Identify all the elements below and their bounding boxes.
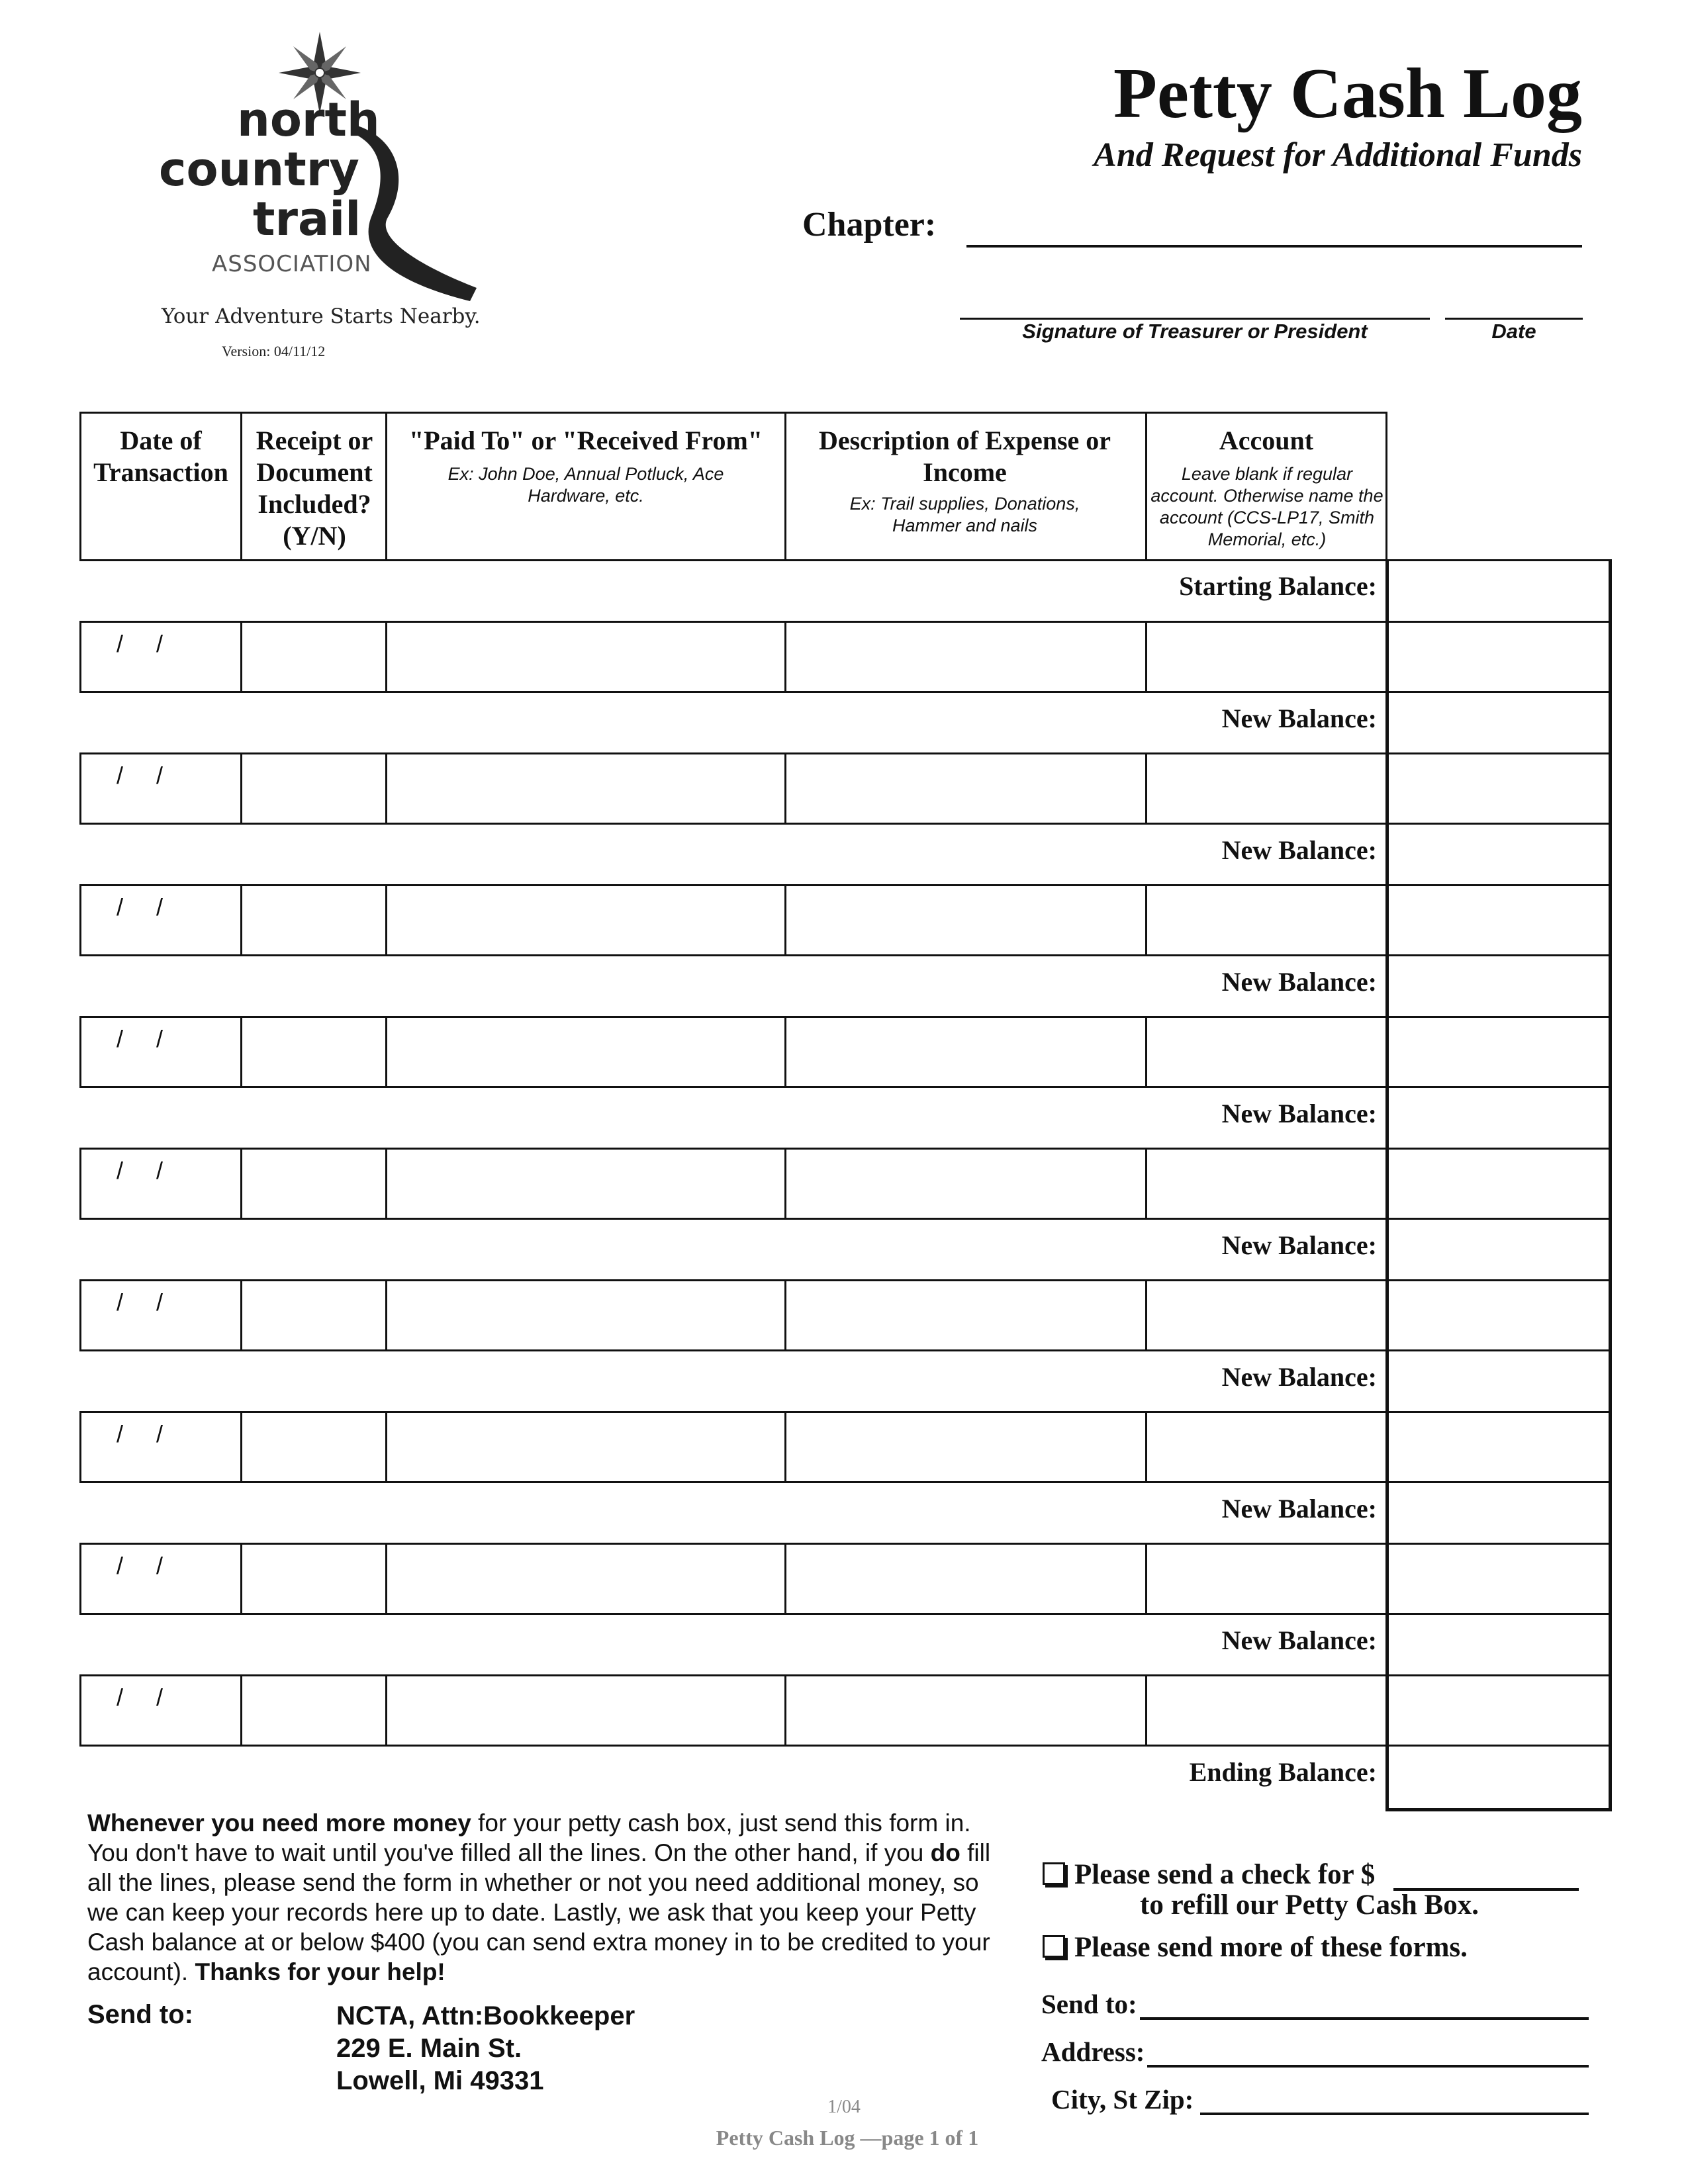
transaction-receipt-cell[interactable] bbox=[242, 1545, 385, 1613]
transaction-description-cell[interactable] bbox=[786, 1150, 1145, 1218]
transaction-balance-cell[interactable] bbox=[1389, 754, 1607, 823]
transaction-description-cell[interactable] bbox=[786, 1281, 1145, 1349]
city-field-label: City, St Zip: bbox=[1051, 2084, 1194, 2115]
city-field[interactable] bbox=[1200, 2113, 1589, 2115]
address-field-label: Address: bbox=[1041, 2036, 1145, 2067]
svg-text:trail: trail bbox=[253, 192, 361, 246]
transaction-paid-to-cell[interactable] bbox=[387, 623, 784, 691]
transaction-account-cell[interactable] bbox=[1147, 886, 1385, 954]
column-header-paid-to: "Paid To" or "Received From" bbox=[409, 426, 763, 455]
transaction-paid-to-cell[interactable] bbox=[387, 1545, 784, 1613]
transaction-description-cell[interactable] bbox=[786, 623, 1145, 691]
new-balance-cell[interactable] bbox=[1389, 1220, 1607, 1278]
checkbox-icon[interactable] bbox=[1043, 1862, 1065, 1885]
tagline: Your Adventure Starts Nearby. bbox=[162, 304, 481, 328]
date-slashes: / / bbox=[117, 893, 164, 921]
column-header-account: Account bbox=[1219, 426, 1314, 455]
ncta-logo bbox=[159, 26, 503, 311]
send-to-field[interactable] bbox=[1140, 2017, 1589, 2020]
starting-balance-cell[interactable] bbox=[1389, 561, 1607, 621]
new-balance-cell[interactable] bbox=[1389, 1483, 1607, 1541]
address-field[interactable] bbox=[1147, 2065, 1589, 2068]
mailing-address: NCTA, Attn:Bookkeeper 229 E. Main St. Lowell, Mi 49331 bbox=[336, 2001, 635, 2095]
signature-date-label: Date bbox=[1491, 320, 1536, 343]
transaction-paid-to-cell[interactable] bbox=[387, 886, 784, 954]
svg-text:north: north bbox=[237, 93, 380, 147]
transaction-description-cell[interactable] bbox=[786, 1676, 1145, 1745]
new-balance-cell[interactable] bbox=[1389, 1615, 1607, 1673]
version-label: Version: 04/11/12 bbox=[222, 343, 326, 359]
transaction-balance-cell[interactable] bbox=[1389, 623, 1607, 691]
transaction-account-cell[interactable] bbox=[1147, 1281, 1385, 1349]
new-balance-label: New Balance: bbox=[1221, 704, 1377, 733]
new-balance-cell[interactable] bbox=[1389, 1351, 1607, 1410]
transaction-balance-cell[interactable] bbox=[1389, 886, 1607, 954]
new-balance-cell[interactable] bbox=[1389, 825, 1607, 883]
column-example-account: Leave blank if regular account. Otherwise name the account (CCS-LP17, Smith Memorial, etc.) bbox=[1150, 464, 1383, 549]
transaction-balance-cell[interactable] bbox=[1389, 1281, 1607, 1349]
new-balance-label: New Balance: bbox=[1221, 1230, 1377, 1260]
transaction-paid-to-cell[interactable] bbox=[387, 1413, 784, 1481]
transaction-paid-to-cell[interactable] bbox=[387, 1676, 784, 1745]
transaction-receipt-cell[interactable] bbox=[242, 1018, 385, 1086]
transaction-balance-cell[interactable] bbox=[1389, 1150, 1607, 1218]
transaction-description-cell[interactable] bbox=[786, 886, 1145, 954]
transaction-account-cell[interactable] bbox=[1147, 1413, 1385, 1481]
new-balance-label: New Balance: bbox=[1221, 967, 1377, 997]
transaction-receipt-cell[interactable] bbox=[242, 1150, 385, 1218]
transaction-receipt-cell[interactable] bbox=[242, 886, 385, 954]
page-title: Petty Cash Log bbox=[1113, 54, 1582, 133]
send-to-label: Send to: bbox=[87, 2000, 193, 2029]
transaction-balance-cell[interactable] bbox=[1389, 1413, 1607, 1481]
date-slashes: / / bbox=[117, 1157, 164, 1184]
ending-balance-label: Ending Balance: bbox=[1189, 1757, 1377, 1787]
new-balance-label: New Balance: bbox=[1221, 1099, 1377, 1128]
transaction-receipt-cell[interactable] bbox=[242, 754, 385, 823]
new-balance-label: New Balance: bbox=[1221, 1625, 1377, 1655]
transaction-receipt-cell[interactable] bbox=[242, 1281, 385, 1349]
transaction-account-cell[interactable] bbox=[1147, 1545, 1385, 1613]
page-code: 1/04 bbox=[827, 2097, 861, 2117]
column-example-description: Ex: Trail supplies, Donations, Hammer and nails bbox=[849, 494, 1080, 535]
checkbox-icon[interactable] bbox=[1043, 1935, 1065, 1958]
chapter-field[interactable] bbox=[966, 245, 1582, 248]
page-footer: Petty Cash Log —page 1 of 1 bbox=[716, 2126, 979, 2150]
instructions-text: Whenever you need more money for your petty cash box, just send this form in. You don't have to wait until you've filled all the lines. On the other hand, if you do fill all the lines, please send the form in whether or not you need additional money, so we can keep your records here up to date. Lastly, we ask that you keep your Petty Cash balance at or below $400 (you can send extra money in to be credited to your account). Thanks for your help! bbox=[87, 1809, 991, 1985]
transaction-receipt-cell[interactable] bbox=[242, 623, 385, 691]
transaction-paid-to-cell[interactable] bbox=[387, 754, 784, 823]
transaction-description-cell[interactable] bbox=[786, 1018, 1145, 1086]
column-header-date: Date of Transaction bbox=[93, 426, 228, 487]
transaction-balance-cell[interactable] bbox=[1389, 1676, 1607, 1745]
transaction-balance-cell[interactable] bbox=[1389, 1018, 1607, 1086]
transaction-receipt-cell[interactable] bbox=[242, 1413, 385, 1481]
transaction-description-cell[interactable] bbox=[786, 1413, 1145, 1481]
starting-balance-label: Starting Balance: bbox=[1179, 571, 1377, 601]
column-example-paid-to: Ex: John Doe, Annual Potluck, Ace Hardware, etc. bbox=[447, 464, 724, 506]
chapter-label: Chapter: bbox=[802, 206, 937, 244]
date-slashes: / / bbox=[117, 1684, 164, 1711]
transaction-account-cell[interactable] bbox=[1147, 754, 1385, 823]
column-header-description: Description of Expense or Income bbox=[818, 426, 1111, 487]
transaction-paid-to-cell[interactable] bbox=[387, 1150, 784, 1218]
new-balance-label: New Balance: bbox=[1221, 1362, 1377, 1392]
transaction-receipt-cell[interactable] bbox=[242, 1676, 385, 1745]
transaction-description-cell[interactable] bbox=[786, 754, 1145, 823]
check-request-option-detail: to refill our Petty Cash Box. bbox=[1140, 1889, 1479, 1921]
date-slashes: / / bbox=[117, 1552, 164, 1579]
more-forms-option[interactable]: Please send more of these forms. bbox=[1043, 1931, 1468, 1964]
date-slashes: / / bbox=[117, 1289, 164, 1316]
transaction-account-cell[interactable] bbox=[1147, 1150, 1385, 1218]
date-slashes: / / bbox=[117, 1025, 164, 1052]
page-subtitle: And Request for Additional Funds bbox=[1094, 136, 1582, 174]
svg-text:ASSOCIATION: ASSOCIATION bbox=[212, 251, 372, 277]
signature-label: Signature of Treasurer or President bbox=[1022, 320, 1368, 343]
transaction-account-cell[interactable] bbox=[1147, 1018, 1385, 1086]
transaction-paid-to-cell[interactable] bbox=[387, 1018, 784, 1086]
new-balance-cell[interactable] bbox=[1389, 1088, 1607, 1146]
column-header-receipt: Receipt or Document Included? (Y/N) bbox=[256, 426, 373, 551]
new-balance-label: New Balance: bbox=[1221, 835, 1377, 865]
send-to-field-label: Send to: bbox=[1041, 1989, 1137, 2019]
date-slashes: / / bbox=[117, 762, 164, 789]
date-slashes: / / bbox=[117, 1420, 164, 1447]
ending-balance-cell[interactable] bbox=[1389, 1747, 1607, 1805]
new-balance-cell[interactable] bbox=[1389, 693, 1607, 751]
transaction-description-cell[interactable] bbox=[786, 1545, 1145, 1613]
transaction-balance-cell[interactable] bbox=[1389, 1545, 1607, 1613]
check-request-option[interactable]: Please send a check for $ bbox=[1043, 1858, 1375, 1891]
new-balance-cell[interactable] bbox=[1389, 956, 1607, 1015]
svg-text:country: country bbox=[159, 142, 359, 197]
date-slashes: / / bbox=[117, 630, 164, 657]
new-balance-label: New Balance: bbox=[1221, 1494, 1377, 1524]
transaction-paid-to-cell[interactable] bbox=[387, 1281, 784, 1349]
transaction-account-cell[interactable] bbox=[1147, 1676, 1385, 1745]
transaction-account-cell[interactable] bbox=[1147, 623, 1385, 691]
